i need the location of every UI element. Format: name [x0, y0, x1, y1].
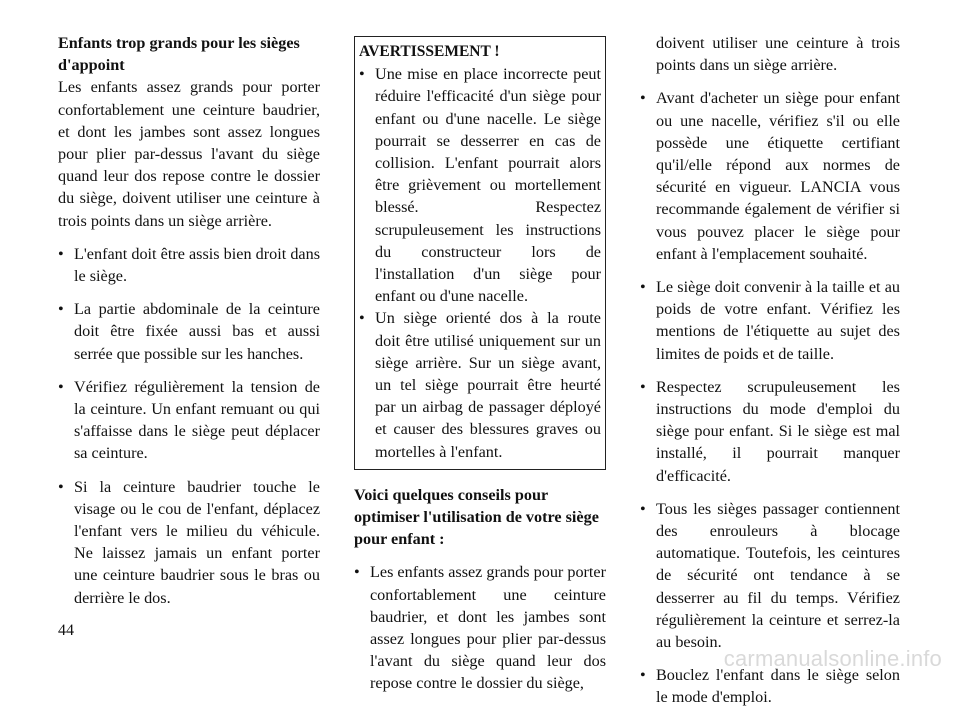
list-item: • Une mise en place incorrecte peut réduire l'efficacité d'un siège pour enfant ou d'une nacelle. Le siège pourrait se desserrer en cas de collision. L'enfant pourrait alors être grièvement ou mortellement blessé. Respectez scrupuleusement les instructions du constructeur lors de l'installation d'un siège pour enfant ou d'une nacelle.: [359, 63, 601, 307]
page-number: 44: [58, 622, 74, 639]
list-item: • Respectez scrupuleusement les instructions du mode d'emploi du siège pour enfant. Si le siège est mal installé, il pourrait manquer d'efficacité.: [640, 376, 900, 487]
bullet-list-left: [58, 243, 320, 609]
warning-title: AVERTISSEMENT !: [359, 43, 500, 60]
list-item: • Les enfants assez grands pour porter confortablement une ceinture baudrier, et dont les jambes sont assez longues pour plier par-dessus l'avant du siège quand leur dos repose contre le dossier du siège,: [354, 561, 606, 694]
column-left: [58, 32, 320, 609]
warning-bullet-list: [359, 63, 601, 463]
continuation-text: doivent utiliser une ceinture à trois points dans un siège arrière.: [656, 34, 900, 75]
section-heading-older-children: Enfants trop grands pour les sièges d'appoint: [58, 34, 300, 75]
list-item: • Si la ceinture baudrier touche le visage ou le cou de l'enfant, déplacez l'enfant vers le milieu du véhicule. Ne laissez jamais un enfant porter une ceinture baudrier sous le bras ou derrière le dos.: [58, 476, 320, 609]
watermark: carmanualsonline.info: [723, 646, 942, 671]
column-middle: [354, 32, 606, 695]
bullet-list-right: [640, 87, 900, 708]
warning-box: [354, 36, 606, 470]
section-heading-tips: Voici quelques conseils pour optimiser l'utilisation de votre siège pour enfant :: [354, 485, 599, 549]
bullet-list-middle: [354, 561, 606, 694]
column-right: [640, 32, 900, 709]
list-item: • Un siège orienté dos à la route doit être utilisé uniquement sur un siège arrière. Sur un siège avant, un tel siège pourrait être heurté par un airbag de passager déployé et causer des blessures graves ou mortelles à l'enfant.: [359, 307, 601, 462]
intro-paragraph: Les enfants assez grands pour porter confortablement une ceinture baudrier, et dont les jambes sont assez longues pour plier par-dessus l'avant du siège quand leur dos repose contre le dossier du siège, doivent utiliser une ceinture à trois points dans un siège arrière.: [58, 78, 320, 230]
list-item: • Tous les sièges passager contiennent des enrouleurs à blocage automatique. Toutefois, les ceintures de sécurité ont tendance à se desserrer au fil du temps. Vérifiez régulièrement la ceinture et serrez-la au besoin.: [640, 498, 900, 653]
list-item: • L'enfant doit être assis bien droit dans le siège.: [58, 243, 320, 287]
list-item: • Bouclez l'enfant dans le siège selon le mode d'emploi.: [640, 664, 900, 708]
list-item: • Vérifiez régulièrement la tension de la ceinture. Un enfant remuant ou qui s'affaisse dans le siège peut déplacer sa ceinture.: [58, 376, 320, 465]
list-item: • Le siège doit convenir à la taille et au poids de votre enfant. Vérifiez les mentions de l'étiquette au sujet des limites de poids et de taille.: [640, 276, 900, 365]
list-item: • Avant d'acheter un siège pour enfant ou une nacelle, vérifiez s'il ou elle possède une étiquette certifiant qu'il/elle répond aux normes de sécurité en vigueur. LANCIA vous recommande également de vérifier si vous pouvez placer le siège pour enfant à l'emplacement souhaité.: [640, 87, 900, 265]
list-item: • La partie abdominale de la ceinture doit être fixée aussi bas et aussi serrée que possible sur les hanches.: [58, 298, 320, 365]
